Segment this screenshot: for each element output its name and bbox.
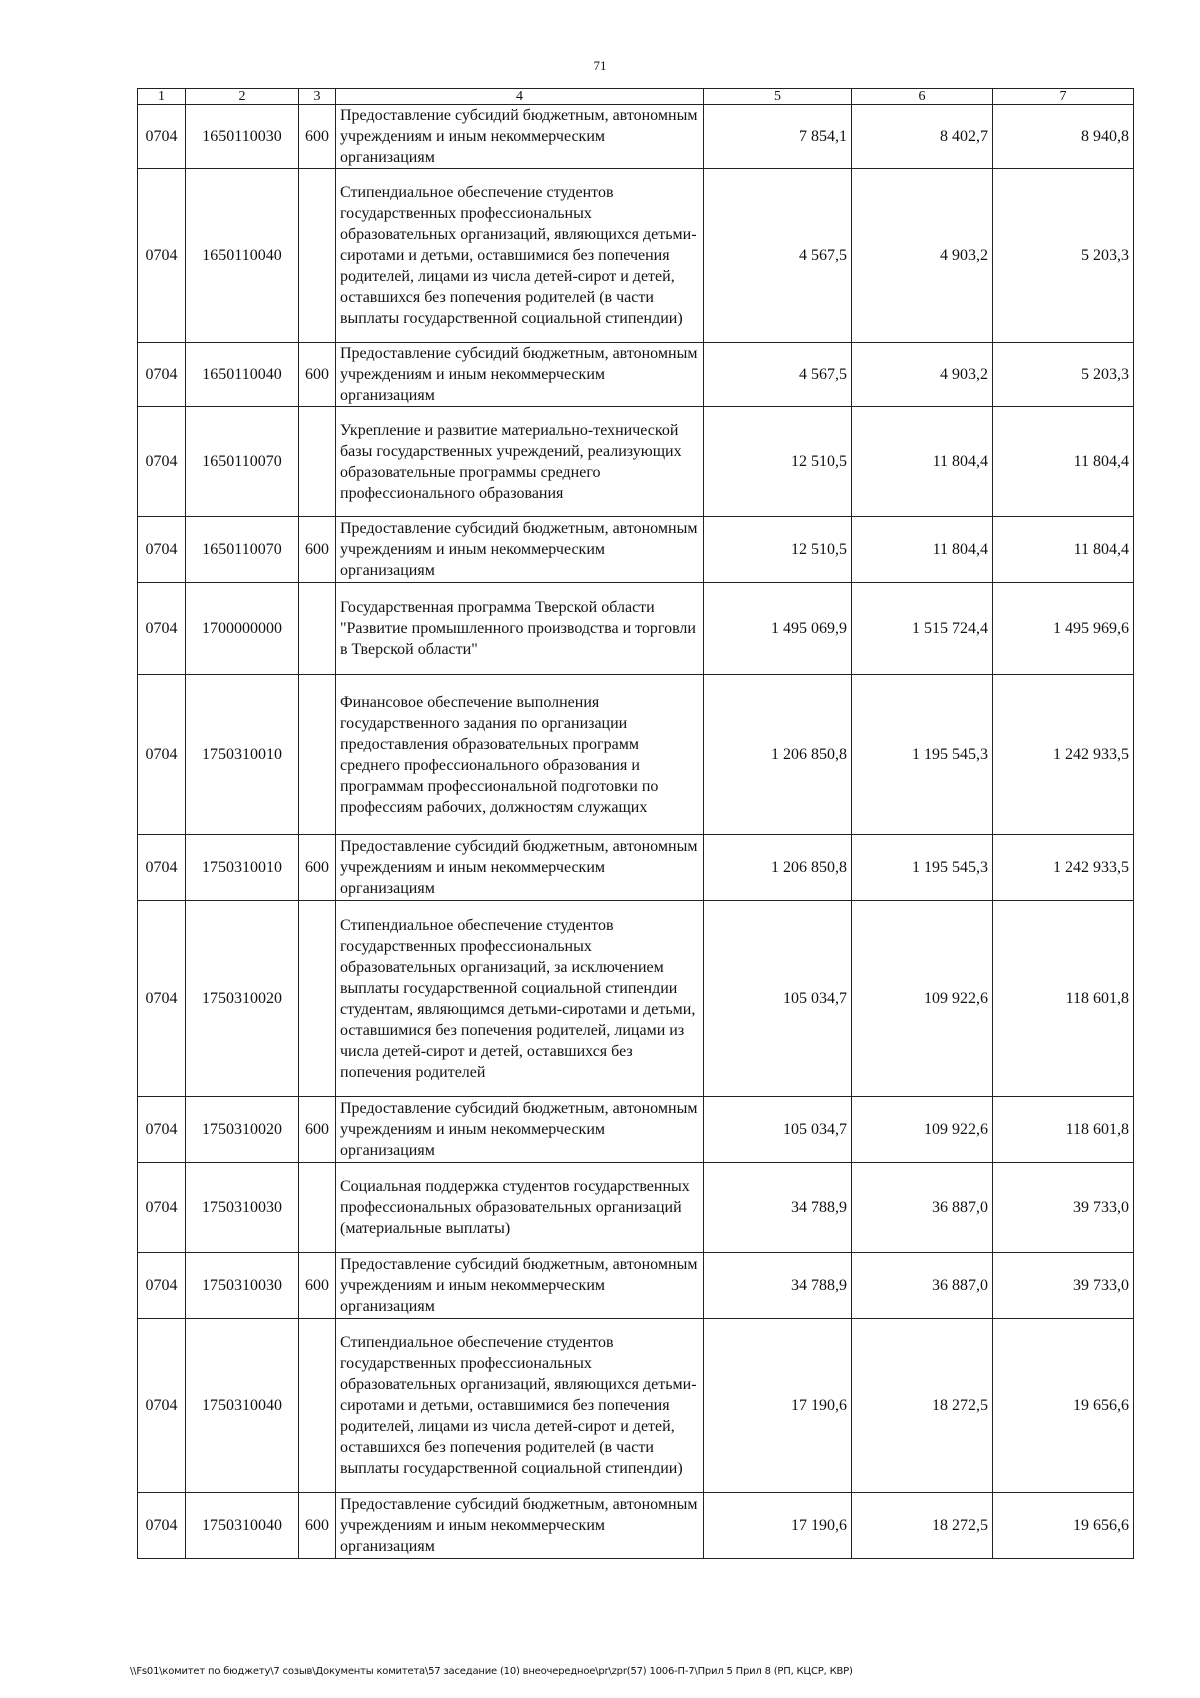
section-code: 0704 bbox=[138, 901, 186, 1097]
amount-year-3: 39 733,0 bbox=[993, 1163, 1134, 1253]
target-article-code: 1750310010 bbox=[186, 835, 299, 901]
expense-type-code: 600 bbox=[299, 1097, 336, 1163]
amount-year-1: 17 190,6 bbox=[704, 1493, 852, 1559]
amount-year-3: 1 242 933,5 bbox=[993, 675, 1134, 835]
amount-year-1: 34 788,9 bbox=[704, 1253, 852, 1319]
page-number: 71 bbox=[593, 58, 607, 73]
table-row bbox=[138, 675, 1134, 835]
table-row bbox=[138, 1097, 1134, 1163]
amount-year-3: 118 601,8 bbox=[993, 1097, 1134, 1163]
section-code: 0704 bbox=[138, 675, 186, 835]
amount-year-2: 4 903,2 bbox=[852, 169, 993, 343]
amount-year-2: 36 887,0 bbox=[852, 1163, 993, 1253]
budget-table bbox=[137, 88, 1134, 1559]
amount-year-1: 12 510,5 bbox=[704, 407, 852, 517]
amount-year-3: 11 804,4 bbox=[993, 517, 1134, 583]
target-article-code: 1650110070 bbox=[186, 517, 299, 583]
row-description: Предоставление субсидий бюджетным, автономным учреждениям и иным некоммерческим организациям bbox=[336, 517, 704, 583]
header-cell: 2 bbox=[186, 89, 299, 105]
target-article-code: 1750310020 bbox=[186, 1097, 299, 1163]
amount-year-1: 34 788,9 bbox=[704, 1163, 852, 1253]
amount-year-2: 109 922,6 bbox=[852, 1097, 993, 1163]
row-description: Предоставление субсидий бюджетным, автономным учреждениям и иным некоммерческим организациям bbox=[336, 835, 704, 901]
amount-year-3: 1 495 969,6 bbox=[993, 583, 1134, 675]
target-article-code: 1650110030 bbox=[186, 105, 299, 169]
target-article-code: 1750310040 bbox=[186, 1319, 299, 1493]
header-cell: 4 bbox=[336, 89, 704, 105]
table-row bbox=[138, 105, 1134, 169]
amount-year-3: 8 940,8 bbox=[993, 105, 1134, 169]
amount-year-2: 18 272,5 bbox=[852, 1493, 993, 1559]
expense-type-code bbox=[299, 901, 336, 1097]
amount-year-1: 105 034,7 bbox=[704, 1097, 852, 1163]
expense-type-code: 600 bbox=[299, 1253, 336, 1319]
amount-year-2: 109 922,6 bbox=[852, 901, 993, 1097]
amount-year-2: 8 402,7 bbox=[852, 105, 993, 169]
expense-type-code: 600 bbox=[299, 517, 336, 583]
amount-year-2: 36 887,0 bbox=[852, 1253, 993, 1319]
amount-year-3: 39 733,0 bbox=[993, 1253, 1134, 1319]
target-article-code: 1650110040 bbox=[186, 343, 299, 407]
table-row bbox=[138, 901, 1134, 1097]
row-description: Стипендиальное обеспечение студентов государственных профессиональных образовательных организаций, за исключением выплаты государственной социальной стипендии студентам, являющимся детьми-сиротами и детьми, оставшимися без попечения родителей, лицами из числа детей-сирот и детей, оставшихся без попечения родителей bbox=[336, 901, 704, 1097]
row-description: Укрепление и развитие материально-технической базы государственных учреждений, реализующих образовательные программы среднего профессионального образования bbox=[336, 407, 704, 517]
section-code: 0704 bbox=[138, 1319, 186, 1493]
row-description: Государственная программа Тверской области "Развитие промышленного производства и торговли в Тверской области" bbox=[336, 583, 704, 675]
table-row bbox=[138, 583, 1134, 675]
amount-year-1: 4 567,5 bbox=[704, 343, 852, 407]
row-description: Стипендиальное обеспечение студентов государственных профессиональных образовательных организаций, являющихся детьми-сиротами и детьми, оставшимися без попечения родителей, лицами из числа детей-сирот и детей, оставшихся без попечения родителей (в части выплаты государственной социальной стипендии) bbox=[336, 169, 704, 343]
amount-year-3: 11 804,4 bbox=[993, 407, 1134, 517]
amount-year-1: 1 495 069,9 bbox=[704, 583, 852, 675]
row-description: Предоставление субсидий бюджетным, автономным учреждениям и иным некоммерческим организациям bbox=[336, 1253, 704, 1319]
amount-year-2: 4 903,2 bbox=[852, 343, 993, 407]
section-code: 0704 bbox=[138, 1253, 186, 1319]
header-cell: 3 bbox=[299, 89, 336, 105]
section-code: 0704 bbox=[138, 835, 186, 901]
amount-year-2: 11 804,4 bbox=[852, 517, 993, 583]
expense-type-code: 600 bbox=[299, 1493, 336, 1559]
table-row bbox=[138, 169, 1134, 343]
section-code: 0704 bbox=[138, 1163, 186, 1253]
row-description: Стипендиальное обеспечение студентов государственных профессиональных образовательных организаций, являющихся детьми-сиротами и детьми, оставшимися без попечения родителей, лицами из числа детей-сирот и детей, оставшихся без попечения родителей (в части выплаты государственной социальной стипендии) bbox=[336, 1319, 704, 1493]
row-description: Предоставление субсидий бюджетным, автономным учреждениям и иным некоммерческим организациям bbox=[336, 1097, 704, 1163]
row-description: Предоставление субсидий бюджетным, автономным учреждениям и иным некоммерческим организациям bbox=[336, 105, 704, 169]
table-row bbox=[138, 1493, 1134, 1559]
section-code: 0704 bbox=[138, 105, 186, 169]
amount-year-1: 1 206 850,8 bbox=[704, 835, 852, 901]
section-code: 0704 bbox=[138, 583, 186, 675]
expense-type-code bbox=[299, 169, 336, 343]
amount-year-1: 17 190,6 bbox=[704, 1319, 852, 1493]
target-article-code: 1650110040 bbox=[186, 169, 299, 343]
expense-type-code bbox=[299, 1319, 336, 1493]
amount-year-3: 5 203,3 bbox=[993, 343, 1134, 407]
target-article-code: 1750310040 bbox=[186, 1493, 299, 1559]
amount-year-2: 1 195 545,3 bbox=[852, 675, 993, 835]
expense-type-code bbox=[299, 1163, 336, 1253]
target-article-code: 1700000000 bbox=[186, 583, 299, 675]
table-row bbox=[138, 407, 1134, 517]
row-description: Социальная поддержка студентов государственных профессиональных образовательных организаций (материальные выплаты) bbox=[336, 1163, 704, 1253]
header-cell: 6 bbox=[852, 89, 993, 105]
amount-year-1: 1 206 850,8 bbox=[704, 675, 852, 835]
amount-year-3: 1 242 933,5 bbox=[993, 835, 1134, 901]
amount-year-1: 4 567,5 bbox=[704, 169, 852, 343]
file-path-footer: \\Fs01\комитет по бюджету\7 созыв\Документы комитета\57 заседание (10) внеочередное\pr\zpr(57) 1006-П-7\Прил 5 Прил 8 (РП, КЦСР, КВР) bbox=[130, 1666, 853, 1677]
section-code: 0704 bbox=[138, 343, 186, 407]
table-row bbox=[138, 835, 1134, 901]
table-row bbox=[138, 517, 1134, 583]
amount-year-3: 19 656,6 bbox=[993, 1319, 1134, 1493]
expense-type-code bbox=[299, 407, 336, 517]
expense-type-code bbox=[299, 583, 336, 675]
header-cell: 5 bbox=[704, 89, 852, 105]
table-row bbox=[138, 343, 1134, 407]
row-description: Финансовое обеспечение выполнения государственного задания по организации предоставления образовательных программ среднего профессионального образования и программам профессиональной подготовки по профессиям рабочих, должностям служащих bbox=[336, 675, 704, 835]
amount-year-2: 1 515 724,4 bbox=[852, 583, 993, 675]
section-code: 0704 bbox=[138, 407, 186, 517]
target-article-code: 1750310010 bbox=[186, 675, 299, 835]
header-cell: 1 bbox=[138, 89, 186, 105]
header-row bbox=[138, 89, 1134, 105]
amount-year-3: 5 203,3 bbox=[993, 169, 1134, 343]
section-code: 0704 bbox=[138, 1493, 186, 1559]
table-row bbox=[138, 1163, 1134, 1253]
row-description: Предоставление субсидий бюджетным, автономным учреждениям и иным некоммерческим организациям bbox=[336, 343, 704, 407]
amount-year-1: 105 034,7 bbox=[704, 901, 852, 1097]
amount-year-2: 1 195 545,3 bbox=[852, 835, 993, 901]
target-article-code: 1750310020 bbox=[186, 901, 299, 1097]
amount-year-1: 7 854,1 bbox=[704, 105, 852, 169]
expense-type-code bbox=[299, 675, 336, 835]
table-row bbox=[138, 1319, 1134, 1493]
amount-year-3: 118 601,8 bbox=[993, 901, 1134, 1097]
expense-type-code: 600 bbox=[299, 835, 336, 901]
section-code: 0704 bbox=[138, 1097, 186, 1163]
target-article-code: 1750310030 bbox=[186, 1163, 299, 1253]
row-description: Предоставление субсидий бюджетным, автономным учреждениям и иным некоммерческим организациям bbox=[336, 1493, 704, 1559]
header-cell: 7 bbox=[993, 89, 1134, 105]
expense-type-code: 600 bbox=[299, 105, 336, 169]
amount-year-1: 12 510,5 bbox=[704, 517, 852, 583]
amount-year-2: 11 804,4 bbox=[852, 407, 993, 517]
section-code: 0704 bbox=[138, 169, 186, 343]
target-article-code: 1650110070 bbox=[186, 407, 299, 517]
amount-year-3: 19 656,6 bbox=[993, 1493, 1134, 1559]
section-code: 0704 bbox=[138, 517, 186, 583]
target-article-code: 1750310030 bbox=[186, 1253, 299, 1319]
expense-type-code: 600 bbox=[299, 343, 336, 407]
amount-year-2: 18 272,5 bbox=[852, 1319, 993, 1493]
table-row bbox=[138, 1253, 1134, 1319]
